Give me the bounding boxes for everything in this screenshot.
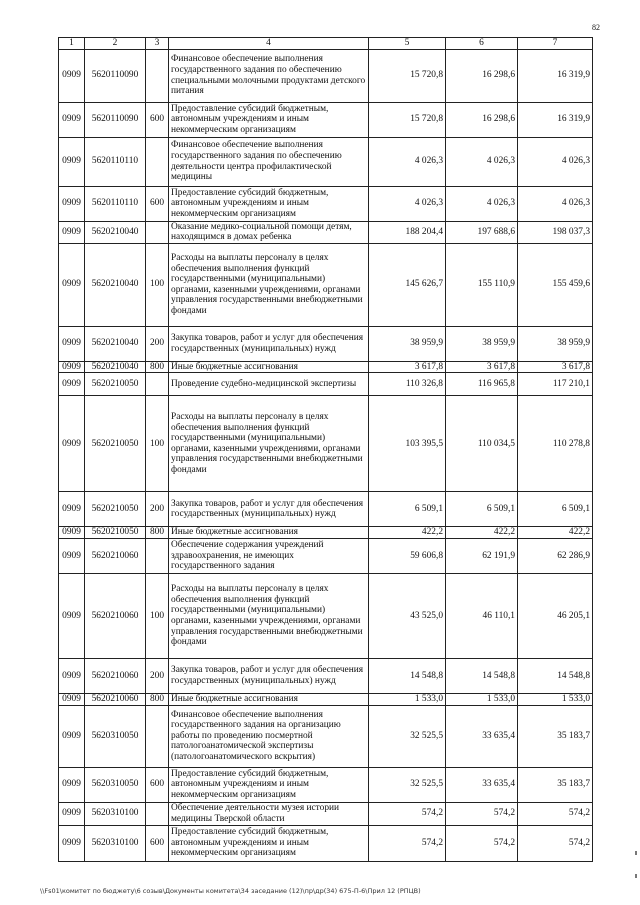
cell-item-name: Предоставление субсидий бюджетным, автономным учреждениям и иным некоммерческим организациям [169,767,369,802]
cell-amount-col7: 574,2 [518,825,593,861]
cell-amount-col5: 574,2 [369,802,446,825]
cell-amount-col6: 110 034,5 [446,396,518,492]
cell-target-code: 5620210050 [85,492,146,527]
cell-amount-col5: 38 959,9 [369,326,446,361]
cell-expense-type: 100 [146,396,169,492]
cell-item-name: Иные бюджетные ассигнования [169,693,369,705]
cell-item-name: Предоставление субсидий бюджетным, автономным учреждениям и иным некоммерческим организациям [169,102,369,137]
table-row [59,825,593,861]
cell-expense-type [146,137,169,186]
cell-amount-col6: 4 026,3 [446,137,518,186]
cell-target-code: 5620110110 [85,137,146,186]
table-row [59,49,593,102]
cell-amount-col5: 574,2 [369,825,446,861]
scan-edge-mark [635,851,637,855]
column-header: 6 [446,38,518,50]
cell-target-code: 5620310100 [85,802,146,825]
cell-amount-col7: 1 533,0 [518,693,593,705]
cell-amount-col5: 3 617,8 [369,361,446,373]
cell-section: 0909 [59,326,85,361]
table-row [59,102,593,137]
cell-target-code: 5620310100 [85,825,146,861]
cell-amount-col7: 574,2 [518,802,593,825]
cell-item-name: Расходы на выплаты персоналу в целях обеспечения выполнения функций государственными (муниципальными) органами, казенными учреждениями, органами управления государственными внебюджетными фондами [169,573,369,658]
cell-section: 0909 [59,396,85,492]
table-row [59,137,593,186]
cell-amount-col6: 422,2 [446,527,518,539]
table-row [59,221,593,243]
cell-section: 0909 [59,373,85,396]
cell-amount-col7: 14 548,8 [518,658,593,693]
cell-amount-col7: 38 959,9 [518,326,593,361]
cell-target-code: 5620110110 [85,186,146,221]
cell-amount-col7: 62 286,9 [518,538,593,573]
cell-section: 0909 [59,221,85,243]
table-row [59,492,593,527]
cell-amount-col6: 1 533,0 [446,693,518,705]
cell-item-name: Расходы на выплаты персоналу в целях обеспечения выполнения функций государственными (муниципальными) органами, казенными учреждениями, органами управления государственными внебюджетными фондами [169,243,369,326]
cell-amount-col6: 62 191,9 [446,538,518,573]
cell-item-name: Предоставление субсидий бюджетным, автономным учреждениям и иным некоммерческим организациям [169,825,369,861]
scan-edge-mark [635,874,637,878]
cell-target-code: 5620210060 [85,658,146,693]
cell-section: 0909 [59,102,85,137]
cell-section: 0909 [59,538,85,573]
cell-amount-col5: 6 509,1 [369,492,446,527]
cell-amount-col7: 198 037,3 [518,221,593,243]
column-header: 4 [169,38,369,50]
table-row [59,802,593,825]
cell-amount-col5: 32 525,5 [369,767,446,802]
table-header-row [59,38,593,50]
cell-amount-col6: 155 110,9 [446,243,518,326]
cell-section: 0909 [59,186,85,221]
cell-amount-col7: 6 509,1 [518,492,593,527]
cell-amount-col5: 59 606,8 [369,538,446,573]
cell-section: 0909 [59,825,85,861]
cell-expense-type [146,221,169,243]
cell-item-name: Финансовое обеспечение выполнения государственного задания по обеспечению деятельности центра профилактической медицины [169,137,369,186]
cell-item-name: Иные бюджетные ассигнования [169,527,369,539]
cell-expense-type: 100 [146,573,169,658]
column-header: 3 [146,38,169,50]
cell-target-code: 5620210050 [85,396,146,492]
table-row [59,326,593,361]
cell-expense-type: 600 [146,102,169,137]
cell-section: 0909 [59,137,85,186]
cell-target-code: 5620210050 [85,373,146,396]
cell-expense-type: 800 [146,361,169,373]
cell-expense-type: 800 [146,527,169,539]
cell-expense-type: 600 [146,825,169,861]
cell-amount-col7: 4 026,3 [518,137,593,186]
cell-amount-col6: 14 548,8 [446,658,518,693]
cell-expense-type [146,705,169,767]
cell-expense-type: 200 [146,326,169,361]
cell-item-name: Обеспечение содержания учреждений здравоохранения, не имеющих государственного задания [169,538,369,573]
cell-expense-type [146,373,169,396]
cell-section: 0909 [59,573,85,658]
cell-amount-col6: 33 635,4 [446,767,518,802]
cell-expense-type: 600 [146,767,169,802]
cell-amount-col5: 4 026,3 [369,186,446,221]
table-row [59,396,593,492]
cell-section: 0909 [59,527,85,539]
cell-expense-type [146,538,169,573]
cell-section: 0909 [59,705,85,767]
cell-amount-col7: 16 319,9 [518,102,593,137]
cell-expense-type: 100 [146,243,169,326]
column-header: 7 [518,38,593,50]
cell-item-name: Обеспечение деятельности музея истории медицины Тверской области [169,802,369,825]
cell-amount-col5: 43 525,0 [369,573,446,658]
cell-amount-col5: 15 720,8 [369,49,446,102]
cell-amount-col7: 35 183,7 [518,767,593,802]
cell-target-code: 5620210040 [85,243,146,326]
cell-target-code: 5620310050 [85,705,146,767]
cell-item-name: Финансовое обеспечение выполнения государственного задания по обеспечению специальными молочными продуктами детского питания [169,49,369,102]
cell-target-code: 5620210040 [85,326,146,361]
cell-amount-col6: 3 617,8 [446,361,518,373]
cell-target-code: 5620210060 [85,573,146,658]
cell-expense-type [146,49,169,102]
cell-target-code: 5620110090 [85,102,146,137]
cell-amount-col7: 35 183,7 [518,705,593,767]
cell-item-name: Оказание медико-социальной помощи детям, находящимся в домах ребенка [169,221,369,243]
column-header: 5 [369,38,446,50]
budget-table [58,37,593,862]
cell-amount-col5: 14 548,8 [369,658,446,693]
cell-target-code: 5620210040 [85,221,146,243]
cell-section: 0909 [59,767,85,802]
table-row [59,658,593,693]
cell-section: 0909 [59,243,85,326]
cell-amount-col6: 574,2 [446,825,518,861]
table-row [59,186,593,221]
cell-amount-col5: 103 395,5 [369,396,446,492]
cell-expense-type: 200 [146,492,169,527]
page-number: 82 [592,23,600,32]
cell-amount-col5: 4 026,3 [369,137,446,186]
table-row [59,693,593,705]
cell-amount-col5: 1 533,0 [369,693,446,705]
cell-expense-type: 200 [146,658,169,693]
cell-section: 0909 [59,658,85,693]
cell-target-code: 5620210040 [85,361,146,373]
cell-amount-col6: 16 298,6 [446,102,518,137]
table-row [59,243,593,326]
cell-amount-col6: 33 635,4 [446,705,518,767]
cell-section: 0909 [59,802,85,825]
cell-amount-col7: 155 459,6 [518,243,593,326]
cell-item-name: Проведение судебно-медицинской экспертизы [169,373,369,396]
column-header: 2 [85,38,146,50]
cell-section: 0909 [59,693,85,705]
cell-amount-col7: 46 205,1 [518,573,593,658]
cell-amount-col6: 116 965,8 [446,373,518,396]
table-row [59,361,593,373]
cell-amount-col5: 188 204,4 [369,221,446,243]
cell-amount-col6: 38 959,9 [446,326,518,361]
cell-item-name: Закупка товаров, работ и услуг для обеспечения государственных (муниципальных) нужд [169,658,369,693]
cell-amount-col7: 3 617,8 [518,361,593,373]
table-row [59,767,593,802]
cell-item-name: Финансовое обеспечение выполнения государственного задания на организацию работы по проведению посмертной патологоанатомической экспертизы (патологоанатомического вскрытия) [169,705,369,767]
cell-item-name: Расходы на выплаты персоналу в целях обеспечения выполнения функций государственными (муниципальными) органами, казенными учреждениями, органами управления государственными внебюджетными фондами [169,396,369,492]
table-row [59,573,593,658]
cell-target-code: 5620110090 [85,49,146,102]
footer-file-path: \\Fs01\комитет по бюджету\6 созыв\Документы комитета\34 заседание (12)\пр\др(34) 675-П-6\Прил 12 (РПЦВ) [40,887,421,895]
table-body [59,49,593,861]
cell-section: 0909 [59,361,85,373]
cell-amount-col7: 16 319,9 [518,49,593,102]
cell-amount-col6: 16 298,6 [446,49,518,102]
cell-item-name: Предоставление субсидий бюджетным, автономным учреждениям и иным некоммерческим организациям [169,186,369,221]
cell-expense-type [146,802,169,825]
table-row [59,527,593,539]
cell-amount-col6: 6 509,1 [446,492,518,527]
cell-target-code: 5620210050 [85,527,146,539]
cell-amount-col6: 197 688,6 [446,221,518,243]
cell-amount-col5: 110 326,8 [369,373,446,396]
cell-amount-col7: 110 278,8 [518,396,593,492]
cell-amount-col6: 46 110,1 [446,573,518,658]
table-row [59,373,593,396]
cell-item-name: Закупка товаров, работ и услуг для обеспечения государственных (муниципальных) нужд [169,326,369,361]
cell-section: 0909 [59,492,85,527]
cell-amount-col5: 145 626,7 [369,243,446,326]
cell-amount-col5: 15 720,8 [369,102,446,137]
cell-amount-col5: 422,2 [369,527,446,539]
cell-amount-col5: 32 525,5 [369,705,446,767]
cell-target-code: 5620310050 [85,767,146,802]
column-header: 1 [59,38,85,50]
table-row [59,538,593,573]
cell-amount-col7: 422,2 [518,527,593,539]
cell-amount-col6: 574,2 [446,802,518,825]
cell-item-name: Закупка товаров, работ и услуг для обеспечения государственных (муниципальных) нужд [169,492,369,527]
cell-item-name: Иные бюджетные ассигнования [169,361,369,373]
cell-section: 0909 [59,49,85,102]
table-row [59,705,593,767]
cell-target-code: 5620210060 [85,538,146,573]
cell-amount-col7: 4 026,3 [518,186,593,221]
cell-amount-col6: 4 026,3 [446,186,518,221]
cell-expense-type: 800 [146,693,169,705]
cell-target-code: 5620210060 [85,693,146,705]
cell-expense-type: 600 [146,186,169,221]
cell-amount-col7: 117 210,1 [518,373,593,396]
